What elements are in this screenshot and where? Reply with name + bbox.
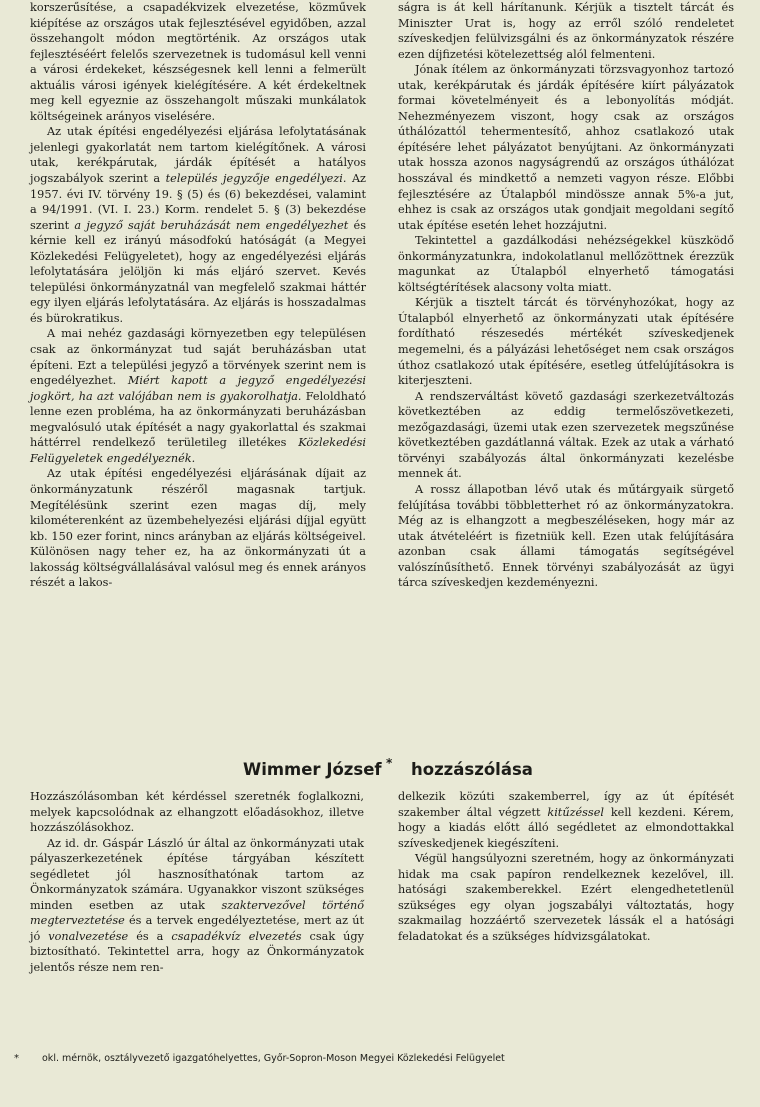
footnote-text: okl. mérnök, osztályvezető igazgatóhelyettes, Győr-Sopron-Moson Megyei Közlekedési Felügyelet	[42, 1053, 505, 1064]
paragraph: delkezik közúti szakemberrel, így az út építését szakember által végzett kitűzéssel kell kezdeni. Kérem, hogy a kiadás előtt álló segédletet az elmondottakkal szíveskedjenek kiegészíteni.	[398, 790, 734, 850]
paragraph: korszerűsítése, a csapadékvizek elvezetése, közművek kiépítése az országos utak fejlesztésével egyidőben, azzal összehangolt módon megtörténik. Az országos utak fejlesztéséért felelős szervezetnek is tudomásul kell venni a városi érdekeket, készségesnek kell lenni a felmerült aktuális városi igények kielégítésére. A két érdekeltnek meg kell egyeznie az összehangolt műszaki munkálatok költségeinek arányos viselésére.	[30, 1, 366, 123]
paragraph: Végül hangsúlyozni szeretném, hogy az önkormányzati hidak ma csak papíron rendelkeznek kezelővel, ill. hatósági szakemberekkel. Ezért elengedhetetlenül szükséges egy olyan jogszabályi változtatás, hogy szakmailag hozzáértő szervezetek lássák el a hatósági feladatokat és a szükséges hídvizsgálatokat.	[398, 852, 734, 943]
paragraph: A rossz állapotban lévő utak és műtárgyaik sürgető felújítása további többletterhet ró az önkormányzatokra. Még az is elhangzott a megbeszéléseken, hogy már az utak átvételéért is fizetniük kell. Ezen utak felújítására azonban csak állami támogatás segítségével valószínűsíthető. Ennek törvényi szabályozását az ügyi tárca szíveskedjen kezdeményezni.	[398, 482, 734, 590]
heading-suffix: hozzászólása	[411, 760, 533, 779]
footnote-mark: *	[14, 1053, 19, 1064]
paragraph: Az utak építési engedélyezési eljárása lefolytatásának jelenlegi gyakorlatát nem tartom kielégítőnek. A városi utak, kerékpárutak, járdák építését a hatályos jogszabályok szerint a település jegyzője engedélyezi. Az 1957. évi IV. törvény 19. § (5) és (6) bekezdései, valamint a 94/1991. (VI. I. 23.) Korm. rendelet 5. § (3) bekezdése szerint a jegyző saját beruházását nem engedélyezhet és kérnie kell ez irányú másodfokú hatóságát (a Megyei Közlekedési Felügyeletet), hogy az engedélyezési eljárás lefolytatására jelöljön ki más eljáró szervet. Kevés települési önkormányzatnál van megfelelő szakmai háttér egy ilyen eljárás lefolytatására. Az eljárás is hosszadalmas és bürokratikus.	[30, 125, 366, 325]
top-left-column	[30, 0, 366, 591]
paragraph: Az utak építési engedélyezési eljárásának díjait az önkormányzatunk részéről magasnak tartjuk. Megítélésünk szerint ezen magas díj, mely kilométerenként az üzembehelyezési eljárási díjjal együtt kb. 150 ezer forint, nincs arányban az eljárás költségeivel. Különösen nagy teher ez, ha az önkormányzati út a lakosság költségvállalásával valósul meg és ennek arányos részét a lakos-	[30, 467, 366, 590]
footnote	[14, 1053, 734, 1065]
author-name: Wimmer József	[243, 760, 382, 779]
bottom-left-column	[30, 789, 364, 976]
paragraph: Kérjük a tisztelt tárcát és törvényhozókat, hogy az Útalapból elnyerhető az önkormányzati utak építésére fordítható részesedés mértékét szíveskedjenek megemelni, és a pályázási lehetőséget nem csak országos úthoz csatlakozó utak építésére, esetleg útfelújításokra is kiterjeszteni.	[398, 296, 734, 388]
bottom-right-column	[398, 789, 734, 944]
footnote-marker: *	[386, 756, 393, 770]
top-right-column	[398, 0, 734, 591]
paragraph: A rendszerváltást követő gazdasági szerkezetváltozás következtében az eddig termelőszövetkezeti, mezőgazdasági, üzemi utak ezen szervezetek megszűnése következtében gazdátlanná váltak. Ezek az utak a várható törvényi szabályozás által önkormányzati kezelésbe mennek át.	[398, 389, 734, 481]
paragraph: Hozzászólásomban két kérdéssel szeretnék foglalkozni, melyek kapcsolódnak az elhangzott előadásokhoz, illetve hozzászólásokhoz.	[30, 790, 364, 835]
paragraph: Az id. dr. Gáspár László úr által az önkormányzati utak pályaszerkezetének építése tárgyában készített segédletet jól hasznosíthatónak tartom az Önkormányzatok számára. Ugyanakkor viszont szükséges minden esetben az utak szaktervezővel történő megterveztetése és a tervek engedélyeztetése, mert az út jó vonalvezetése és a csapadékvíz elvezetés csak úgy biztosítható. Tekintettel arra, hogy az Önkormányzatok jelentős része nem ren-	[30, 836, 364, 975]
paragraph: A mai nehéz gazdasági környezetben egy településen csak az önkormányzat tud saját beruházásban utat építeni. Ezt a települési jegyző a törvények szerint nem is engedélyezhet. Miért kapott a jegyző engedélyezési jogkört, ha azt valójában nem is gyakorolhatja. Feloldható lenne ezen probléma, ha az önkormányzati beruházásban megvalósuló utak építését a nagy gyakorlattal és szakmai háttérrel rendelkező területileg illetékes Közlekedési Felügyeletek engedélyeznék.	[30, 327, 366, 465]
paragraph: Jónak ítélem az önkormányzati törzsvagyonhoz tartozó utak, kerékpárutak és járdák építésére kiírt pályázatok formai követelményeit és a lebonyolítás módját. Nehezményezem viszont, hogy csak az országos úthálózattól tehermentesítő, ahhoz csatlakozó utak építésére lehet pályázatot benyújtani. Az önkormányzati utak hossza azonos nagyságrendű az országos úthálózat hosszával és mindkettő a nemzeti vagyon része. Előbbi fejlesztésére az Útalapból mindössze annak 5%-a jut, ehhez is csak az országos utak gondjait megoldani segítő utak építése esetén lehet hozzájutni.	[398, 63, 734, 232]
paragraph: Tekintettel a gazdálkodási nehézségekkel küszködő önkormányzatunkra, indokolatlanul mellőzöttnek érezzük magunkat az Útalapból elnyerhető támogatási költségtérítések alacsony volta miatt.	[398, 234, 734, 294]
paragraph: ságra is át kell hárítanunk. Kérjük a tisztelt tárcát és Miniszter Urat is, hogy az erről szóló rendeletet szíveskedjen felülvizsgálni és az önkormányzatok részére ezen díjfizetési kötelezettség alól felmenteni.	[398, 1, 734, 61]
